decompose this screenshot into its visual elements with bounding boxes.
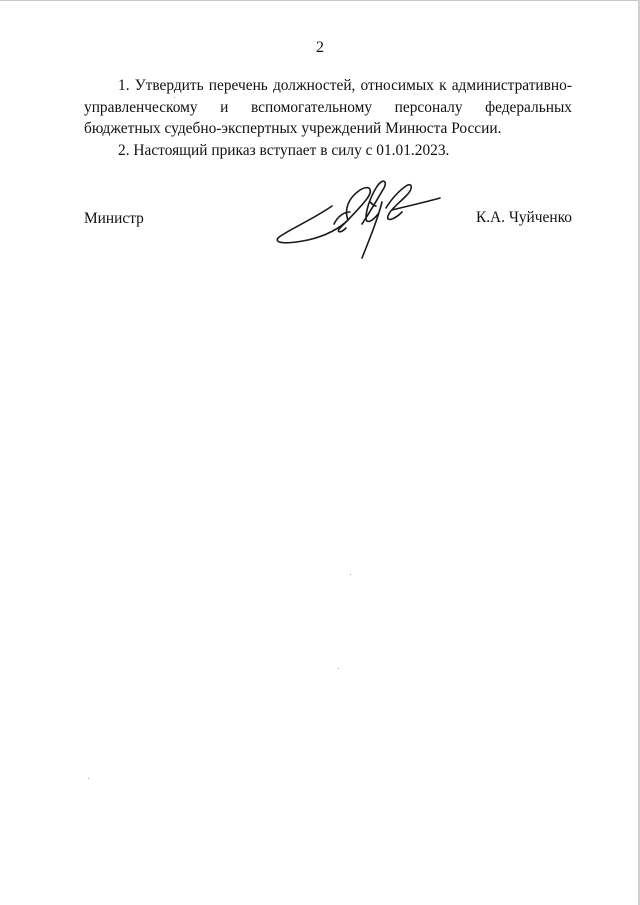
- paragraph-2: 2. Настоящий приказ вступает в силу с 01.01.2023.: [118, 141, 450, 159]
- document-body: [84, 75, 572, 161]
- scan-speck: [88, 778, 89, 779]
- scan-speck: [350, 574, 351, 575]
- scan-speck: [338, 668, 339, 669]
- paragraph-1: 1. Утвердить перечень должностей, относимых к административно-управленческому и вспомогательному персоналу федеральных бюджетных судебно-экспертных учреждений Минюста России.: [84, 77, 572, 137]
- signature-icon: [274, 166, 444, 266]
- page-number: 2: [316, 39, 324, 56]
- signer-title: Министр: [84, 210, 144, 227]
- page-top-edge: [0, 0, 640, 1]
- signature-block: [84, 204, 572, 274]
- signer-name: К.А. Чуйченко: [475, 209, 572, 226]
- scan-speck: [174, 97, 175, 98]
